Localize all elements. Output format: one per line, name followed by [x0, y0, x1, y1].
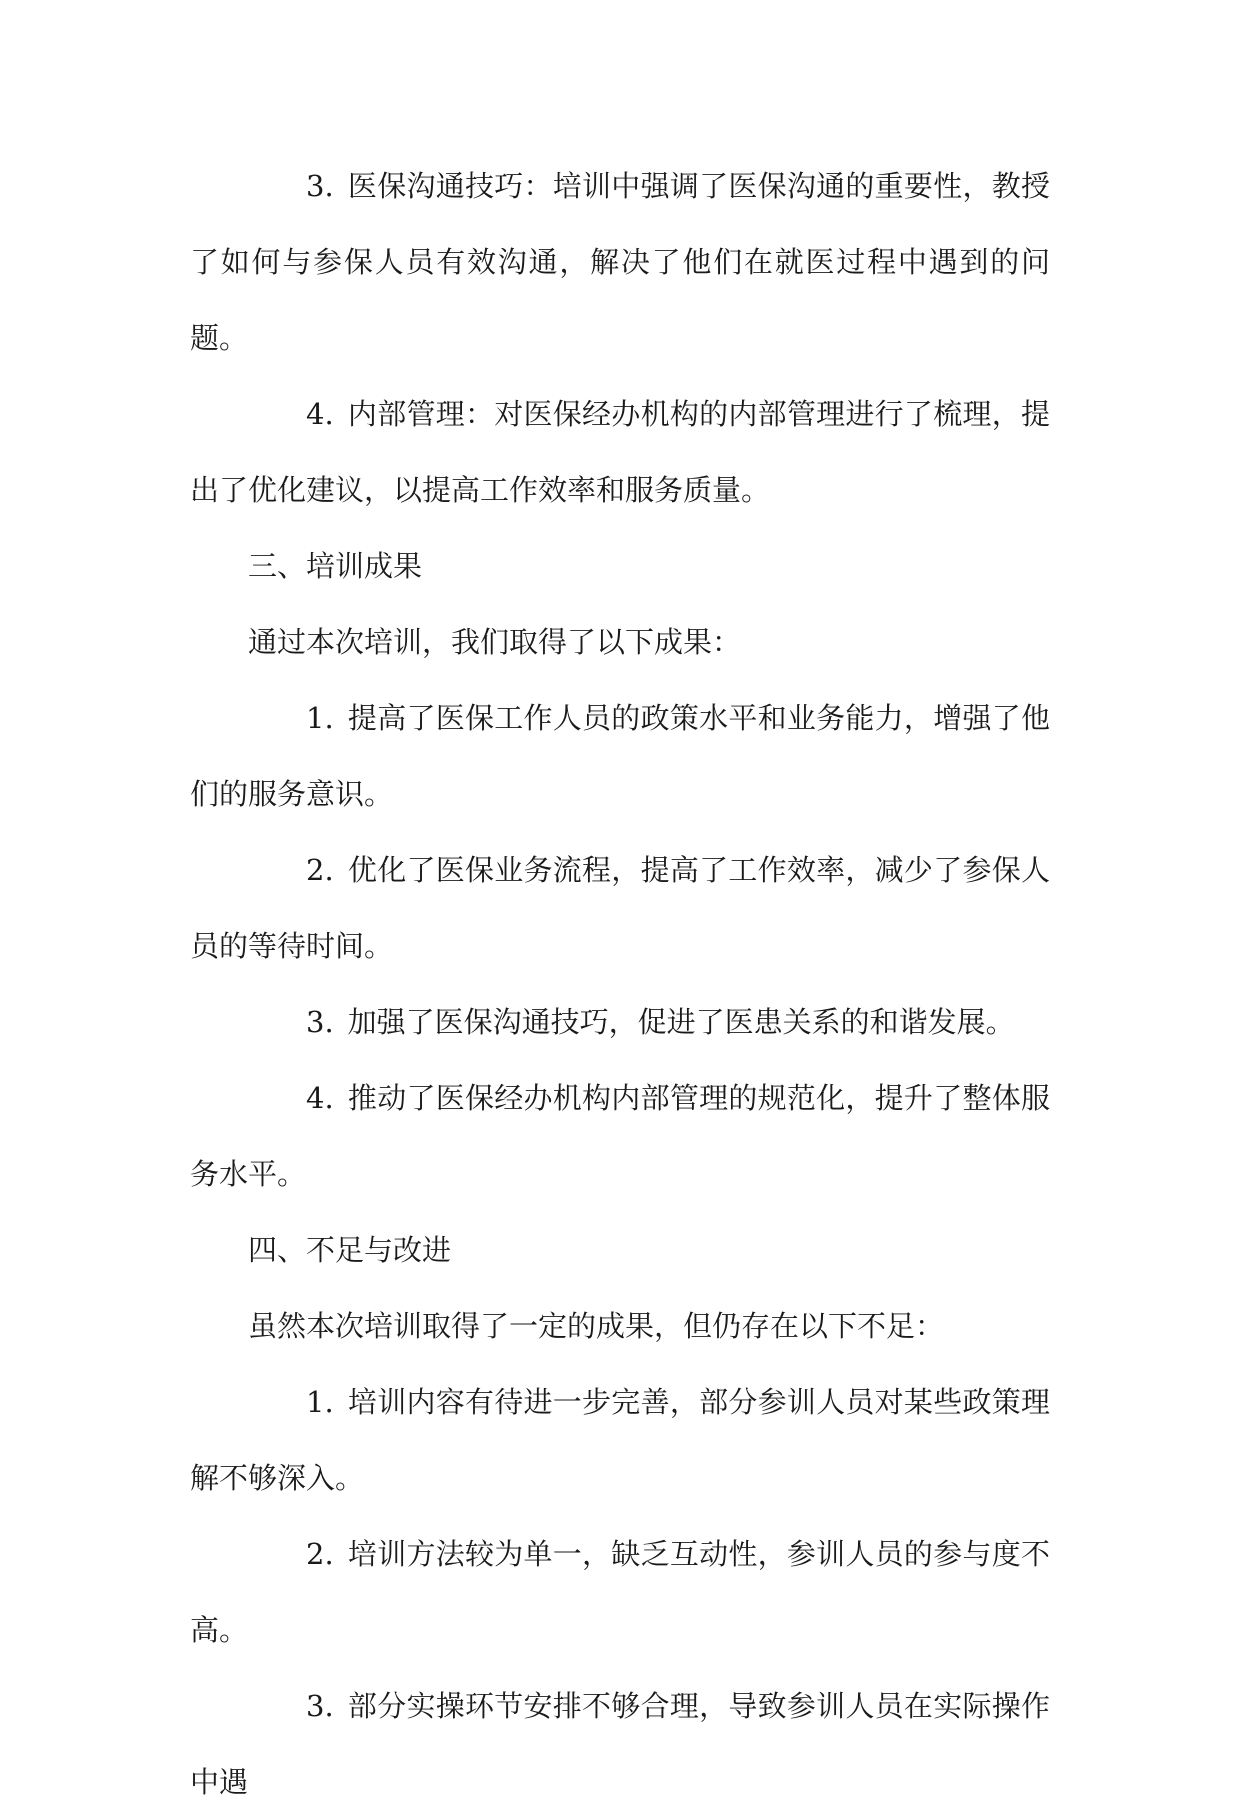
- item-text: 培训内容有待进一步完善，部分参训人员对某些政策理解不够深入。: [190, 1385, 1050, 1495]
- list-item: [190, 148, 1050, 376]
- list-item: [190, 832, 1050, 984]
- item-text: 内部管理：对医保经办机构的内部管理进行了梳理，提出了优化建议，以提高工作效率和服务质量。: [190, 397, 1050, 507]
- list-item: [190, 680, 1050, 832]
- list-item: [190, 1060, 1050, 1212]
- list-item: [190, 984, 1050, 1060]
- document-body: [190, 148, 1050, 1820]
- item-number: 4.: [306, 397, 334, 431]
- list-item: [190, 376, 1050, 528]
- list-item: [190, 1364, 1050, 1516]
- item-number: 3.: [306, 1005, 334, 1039]
- list-item: [190, 1668, 1050, 1820]
- item-number: 1.: [306, 701, 334, 735]
- paragraph: [190, 1288, 1050, 1364]
- item-number: 1.: [306, 1385, 334, 1419]
- item-number: 3.: [306, 169, 334, 203]
- item-number: 2.: [306, 1537, 334, 1571]
- item-number: 3.: [306, 1689, 334, 1723]
- paragraph-text: 通过本次培训，我们取得了以下成果：: [248, 625, 742, 659]
- item-text: 培训方法较为单一，缺乏互动性，参训人员的参与度不高。: [190, 1537, 1050, 1647]
- heading-text: 三、培训成果: [248, 549, 423, 583]
- item-text: 提高了医保工作人员的政策水平和业务能力，增强了他们的服务意识。: [190, 701, 1050, 811]
- item-text: 优化了医保业务流程，提高了工作效率，减少了参保人员的等待时间。: [190, 853, 1050, 963]
- item-text: 推动了医保经办机构内部管理的规范化，提升了整体服务水平。: [190, 1081, 1050, 1191]
- item-number: 2.: [306, 853, 334, 887]
- heading-text: 四、不足与改进: [248, 1233, 452, 1267]
- item-number: 4.: [306, 1081, 334, 1115]
- item-text: 部分实操环节安排不够合理，导致参训人员在实际操作中遇: [190, 1689, 1050, 1799]
- item-text: 医保沟通技巧：培训中强调了医保沟通的重要性，教授了如何与参保人员有效沟通，解决了他们在就医过程中遇到的问题。: [190, 169, 1050, 355]
- section-heading: [190, 528, 1050, 604]
- paragraph: [190, 604, 1050, 680]
- list-item: [190, 1516, 1050, 1668]
- section-heading: [190, 1212, 1050, 1288]
- item-text: 加强了医保沟通技巧，促进了医患关系的和谐发展。: [347, 1005, 1015, 1039]
- paragraph-text: 虽然本次培训取得了一定的成果，但仍存在以下不足：: [248, 1309, 945, 1343]
